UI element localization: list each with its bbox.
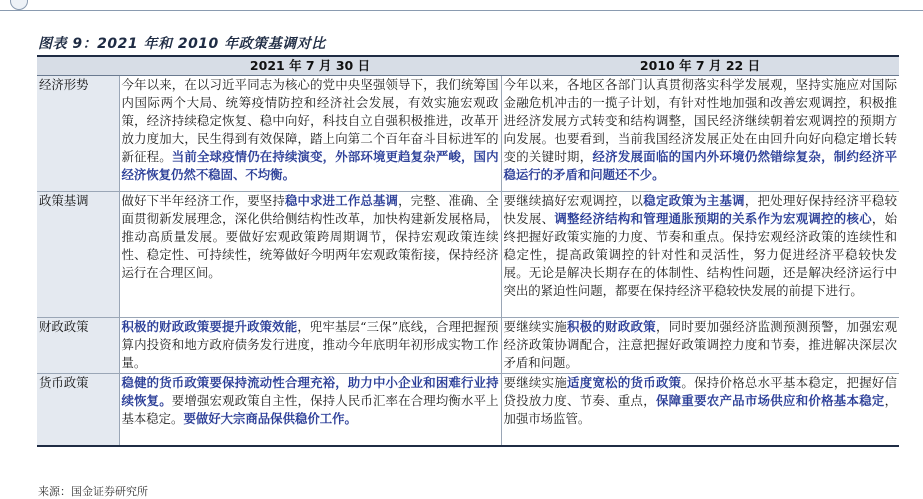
row-label: 货币政策 [37, 374, 119, 446]
source-note: 来源：国金证券研究所 [38, 485, 148, 498]
highlight-text: 适度宽松的货币政策 [567, 375, 682, 390]
body-text: ，始终把握好政策实施的力度、节奏和重点。保持宏观经济政策的连续性和稳定性，提高政策调控的针对性和灵活性，努力促进经济平稳较快发展。无论是解决长期存在的体制性、结构性问题，还是解决经济运行中突出的紧迫性问题，都要在保持经济平稳较快发展的前提下进行。 [503, 211, 898, 298]
body-text: ，兜牢基层“三保”底线，合理把握预算内投资和地方政府债务发行进度，推动今年底明年初形成实物工作量。 [121, 319, 499, 370]
cell-2021 [119, 318, 501, 374]
table-row [37, 374, 899, 446]
highlight-text: 稳中求进工作总基调 [284, 193, 399, 208]
table-row [37, 318, 899, 374]
cell-2010 [501, 76, 899, 192]
body-text: ，把处理好保持经济平稳较快发展、 [503, 193, 898, 226]
body-text: 今年以来，各地区各部门认真贯彻落实科学发展观，坚持实施应对国际金融危机冲击的一揽子计划，有针对性地加强和改善宏观调控，积极推进经济发展方式转变和结构调整，国民经济继续朝着宏观调控的预期方向发展。也要看到，当前我国经济发展正处在由回升向好向稳定增长转变的关键时期， [503, 77, 897, 164]
body-text: 要继续实施 [503, 319, 568, 334]
highlight-text: 积极的财政政策 [567, 319, 656, 334]
cell-2021 [119, 374, 501, 446]
highlight-text: 积极的财政政策要提升政策效能 [121, 319, 298, 334]
header-2021: 2021 年 7 月 30 日 [119, 56, 501, 76]
policy-comparison-table [37, 55, 899, 447]
body-text: 要继续搞好宏观调控，以 [503, 193, 644, 208]
cell-2021 [119, 192, 501, 318]
table-row [37, 192, 899, 318]
body-text: 要继续实施 [503, 375, 568, 390]
highlight-text: 当前全球疫情仍在持续演变，外部环境更趋复杂严峻，国内经济恢复仍然不稳固、不均衡。 [121, 149, 499, 182]
row-label: 政策基调 [37, 192, 119, 318]
header-2010: 2010 年 7 月 22 日 [501, 56, 899, 76]
highlight-text: 经济发展面临的国内外环境仍然错综复杂，制约经济平稳运行的矛盾和问题还不少。 [503, 149, 898, 182]
cell-2021 [119, 76, 501, 192]
body-text: 今年以来，在以习近平同志为核心的党中央坚强领导下，我们统筹国内国际两个大局、统筹疫情防控和经济社会发展，有效实施宏观政策，经济持续稳定恢复、稳中向好，科技自立自强积极推进，改革开放力度加大，民生得到有效保障，踏上向第二个百年奋斗目标进军的新征程。 [121, 77, 499, 164]
highlight-text: 调整经济结构和管理通胀预期的关系作为宏观调控的核心 [554, 211, 872, 226]
header-rule [0, 0, 923, 11]
row-label: 经济形势 [37, 76, 119, 192]
body-text: ，同时要加强经济监测预测预警，加强宏观经济政策协调配合，注意把握好政策调控力度和节奏，推进解决深层次矛盾和问题。 [503, 319, 898, 370]
header-corner [37, 56, 119, 76]
cell-2010 [501, 318, 899, 374]
body-text: ，完整、准确、全面贯彻新发展理念，深化供给侧结构性改革，加快构建新发展格局，推动高质量发展。要做好宏观政策跨周期调节，保持宏观政策连续性、稳定性、可持续性，统筹做好今明两年宏观政策衔接，保持经济运行在合理区间。 [121, 193, 499, 280]
row-label: 财政政策 [37, 318, 119, 374]
figure-title: 图表 9：2021 年和 2010 年政策基调对比 [38, 36, 326, 52]
highlight-text: 保障重要农产品市场供应和价格基本稳定 [655, 393, 885, 408]
highlight-text: 稳健的货币政策要保持流动性合理充裕，助力中小企业和困难行业持续恢复。 [121, 375, 499, 408]
table-row [37, 76, 899, 192]
cell-2010 [501, 374, 899, 446]
logo-circle-icon [10, 0, 28, 10]
highlight-text: 稳定政策为主基调 [643, 193, 745, 208]
body-text: 。保持价格总水平基本稳定，把握好信贷投放力度、节奏、重点， [503, 375, 898, 408]
body-text: ，加强市场监管。 [503, 393, 898, 426]
cell-2010 [501, 192, 899, 318]
body-text: 要增强宏观政策自主性，保持人民币汇率在合理均衡水平上基本稳定。 [121, 393, 499, 426]
highlight-text: 要做好大宗商品保供稳价工作。 [183, 411, 357, 426]
table-header-row [37, 56, 899, 76]
body-text: 做好下半年经济工作，要坚持 [121, 193, 285, 208]
